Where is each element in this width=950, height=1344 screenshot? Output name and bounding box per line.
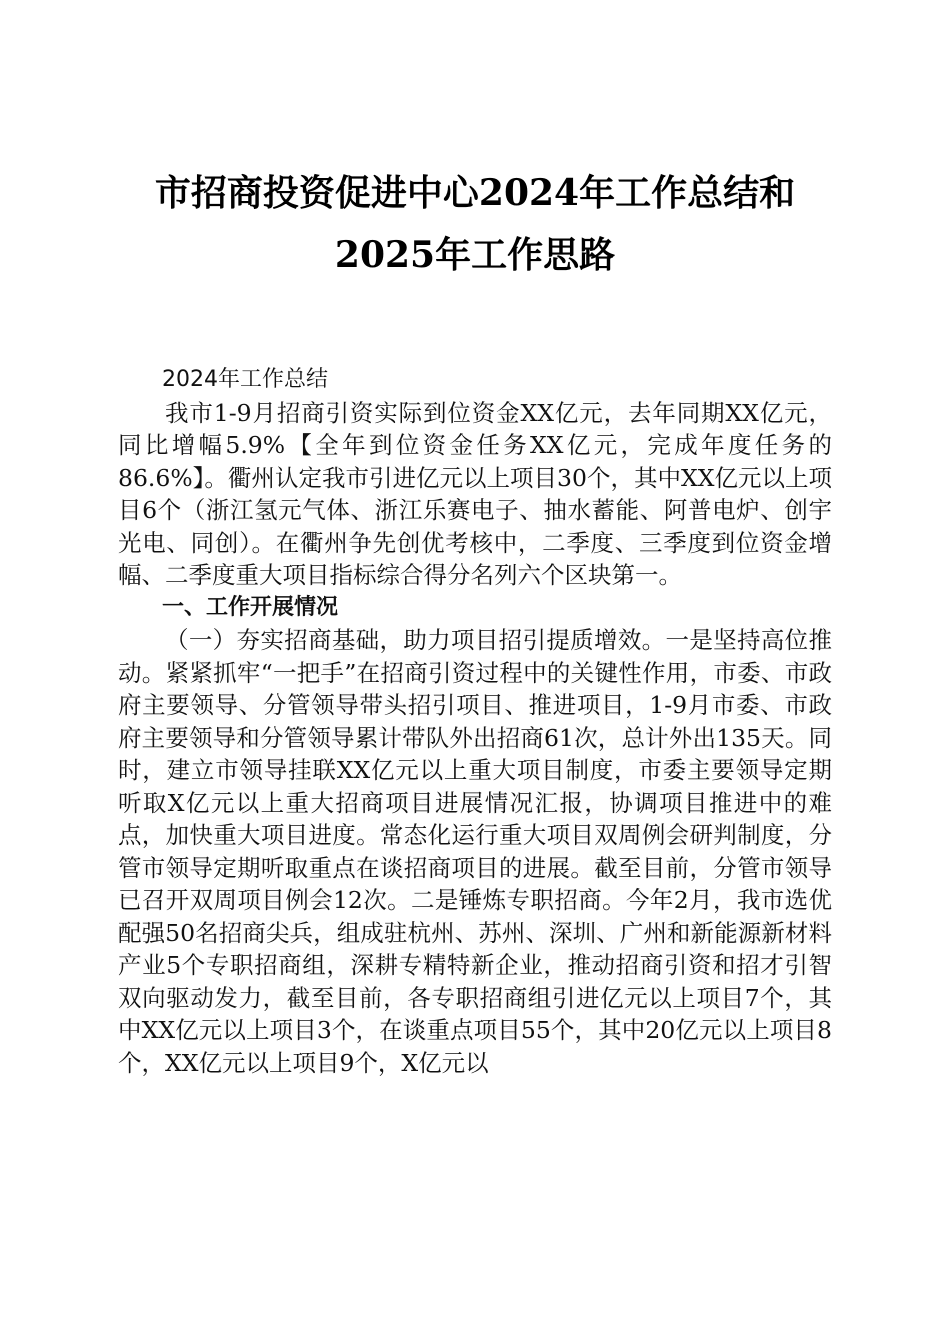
document-title: 市招商投资促进中心2024年工作总结和2025年工作思路 (154, 172, 796, 276)
paragraph-one: （一）夯实招商基础，助力项目招引提质增效。一是坚持高位推动。紧紧抓牢“一把手”在招商引资过程中的关键性作用，市委、市政府主要领导、分管领导带头招引项目、推进项目，1-9月市委、市政府主要领导和分管领导累计带队外出招商61次，总计外出135天。同时，建立市领导挂联XX亿元以上重大项目制度，市委主要领导定期听取X亿元以上重大招商项目进展情况汇报，协调项目推进中的难点，加快重大项目进度。常态化运行重大项目双周例会研判制度，分管市领导定期听取重点在谈招商项目的进展。截至目前，分管市领导已召开双周项目例会12次。二是锤炼专职招商。今年2月，我市选优配强50名招商尖兵，组成驻杭州、苏州、深圳、广州和新能源新材料产业5个专职招商组，深耕专精特新企业，推动招商引资和招才引智双向驱动发力，截至目前，各专职招商组引进亿元以上项目7个，其中XX亿元以上项目3个，在谈重点项目55个，其中20亿元以上项目8个，XX亿元以上项目9个，X亿元以 (118, 626, 832, 1077)
document-body (118, 364, 832, 1079)
section-one-heading: 一、工作开展情况 (162, 594, 339, 620)
paragraph-summary: 我市1-9月招商引资实际到位资金XX亿元，去年同期XX亿元，同比增幅5.9%【全年到位资金任务XX亿元，完成年度任务的86.6%】。衢州认定我市引进亿元以上项目30个，其中XX亿元以上项目6个（浙江氢元气体、浙江乐赛电子、抽水蓄能、阿普电炉、创宇光电、同创）。在衢州争先创优考核中，二季度、三季度到位资金增幅、二季度重大项目指标综合得分名列六个区块第一。 (118, 398, 832, 589)
section-summary-heading: 2024年工作总结 (162, 367, 328, 392)
